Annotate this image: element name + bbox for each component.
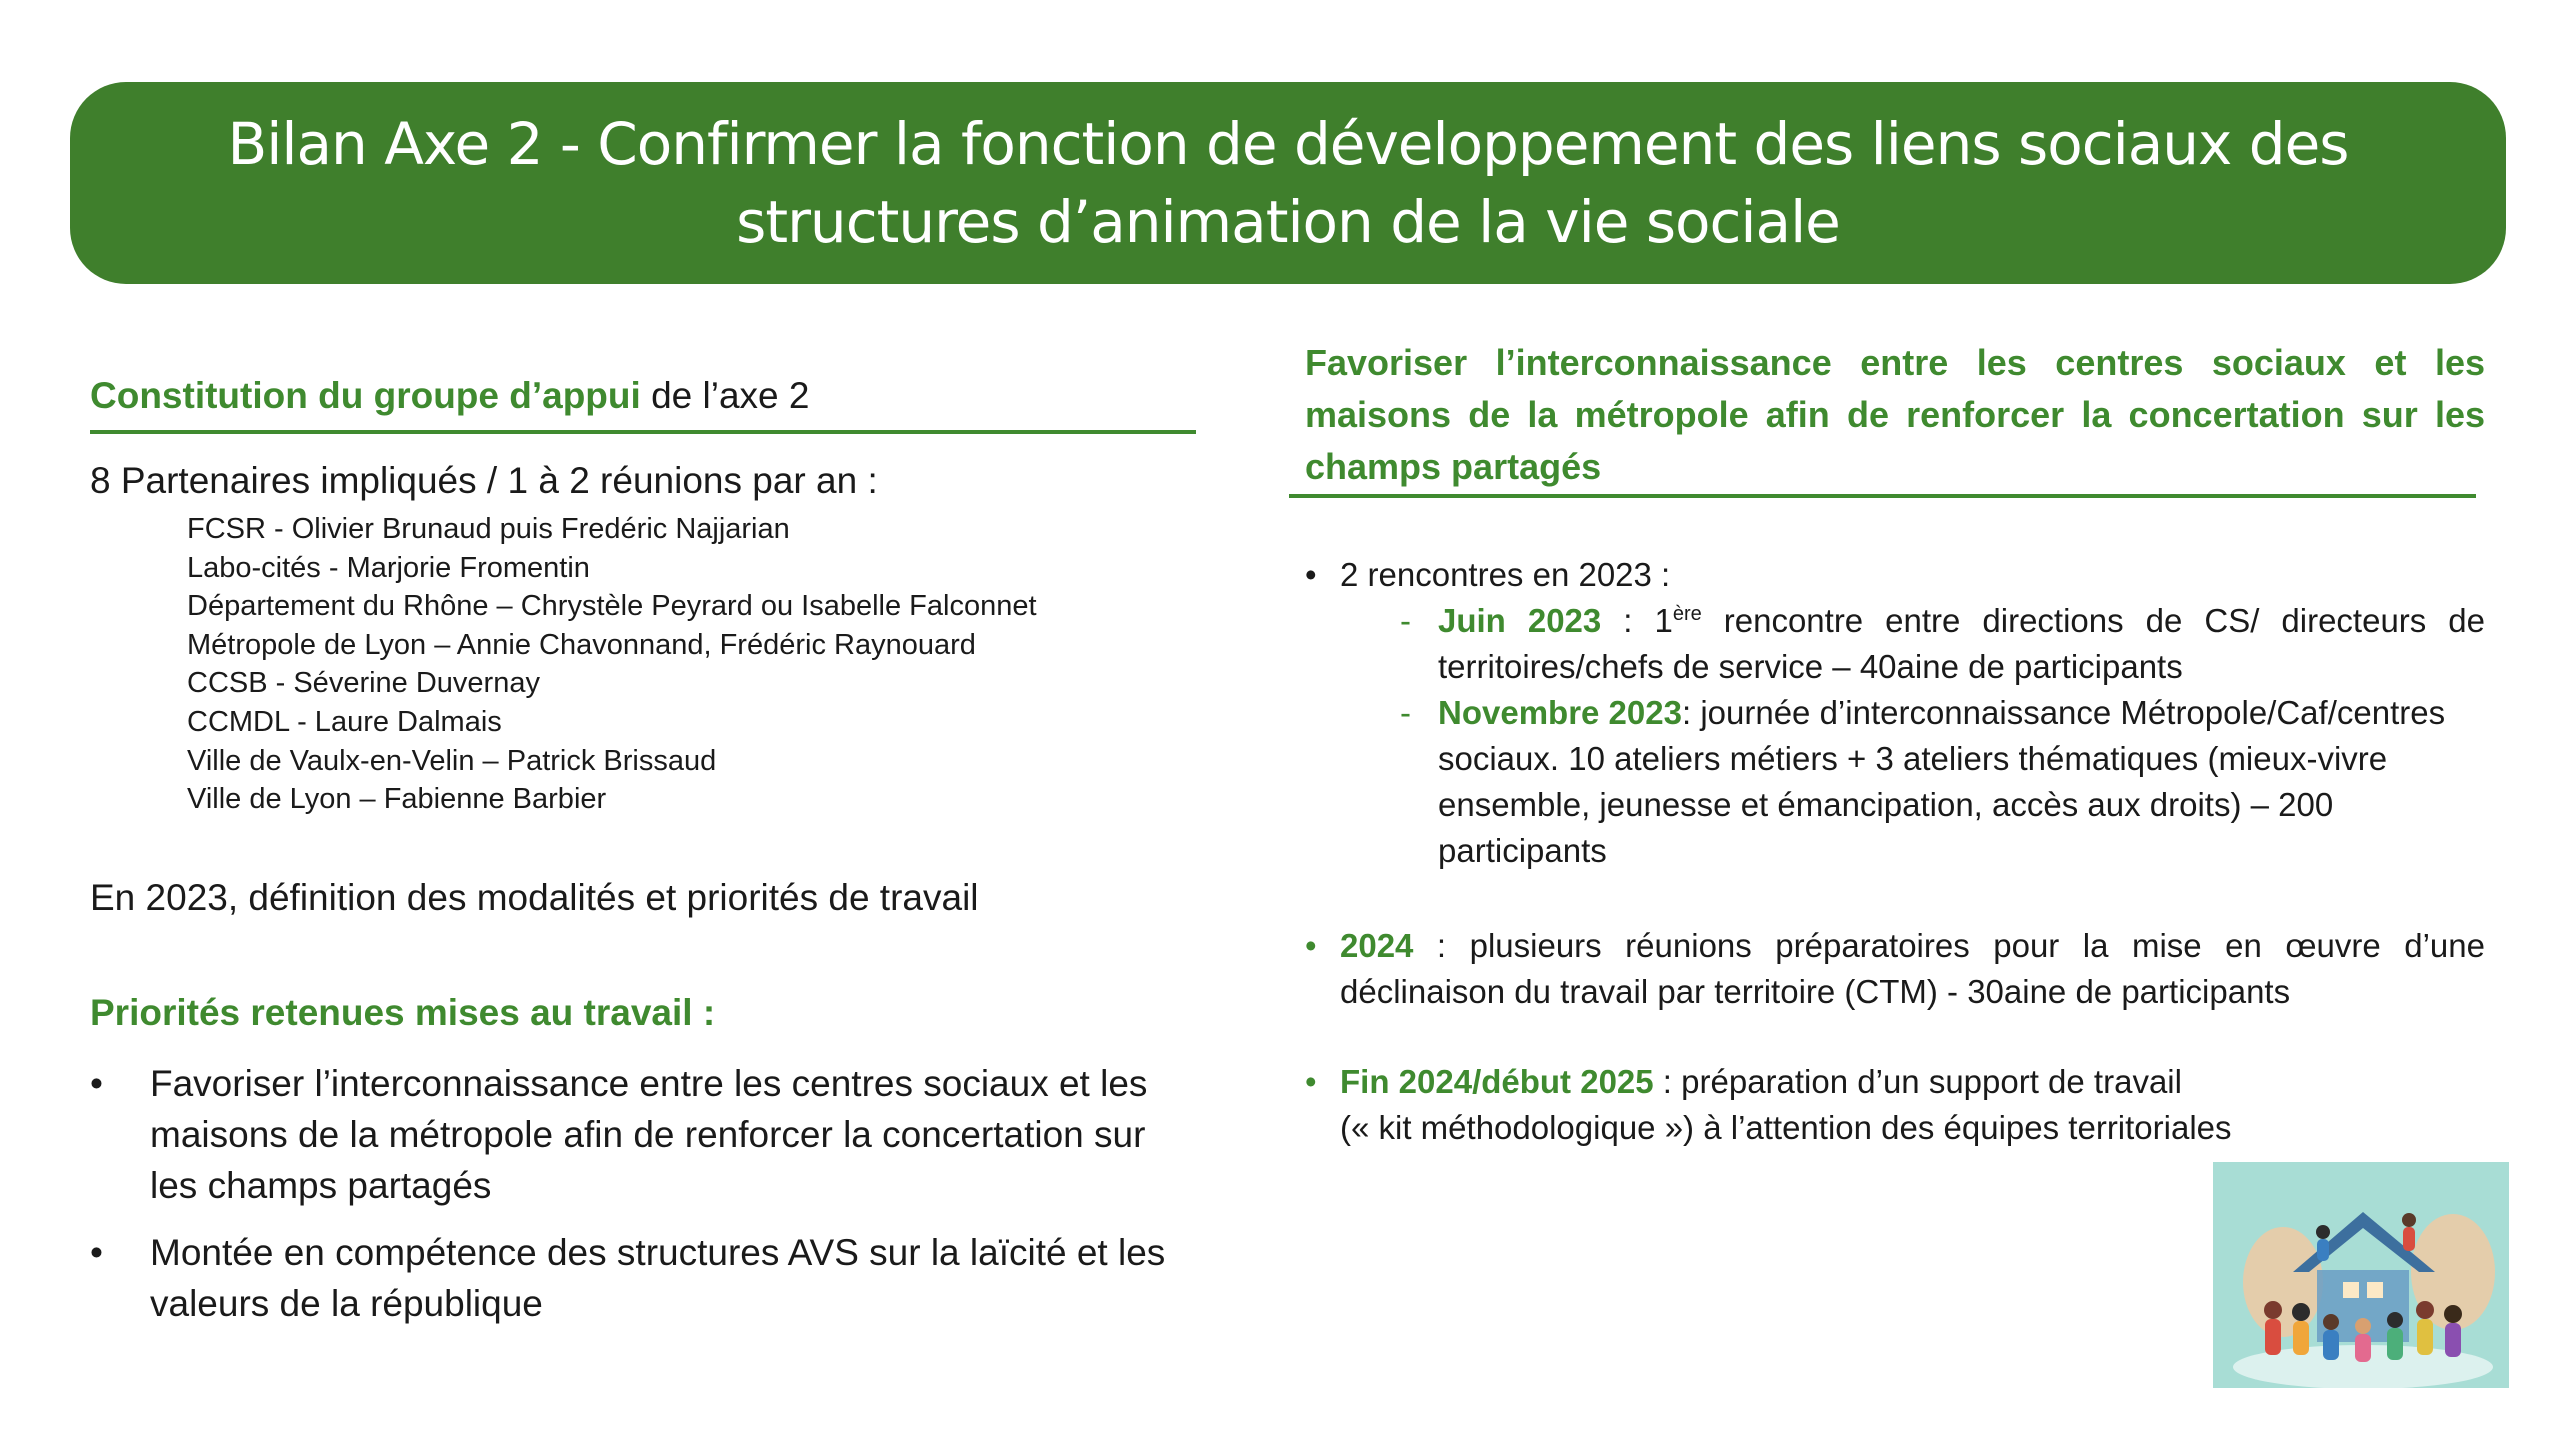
partner-item: Labo-cités - Marjorie Fromentin: [187, 551, 590, 584]
partner-item: Département du Rhône – Chrystèle Peyrard ou Isabelle Falconnet: [187, 590, 1037, 623]
left-heading-rule: [90, 430, 1196, 434]
bullet-icon: •: [90, 1063, 103, 1104]
end-2024-text-1: : préparation d’un support de travail: [1653, 1063, 2182, 1100]
house-window: [2367, 1282, 2383, 1298]
november-2023-label: Novembre 2023: [1438, 694, 1682, 731]
partner-item: Métropole de Lyon – Annie Chavonnand, Frédéric Raynouard: [187, 628, 976, 661]
community-house-illustration: [2213, 1162, 2509, 1388]
priorities-list: [90, 1058, 1200, 1345]
partner-item: CCSB - Séverine Duvernay: [187, 667, 540, 700]
june-2023-item: [1305, 598, 2485, 690]
partner-item: CCMDL - Laure Dalmais: [187, 705, 502, 738]
priority-item: [90, 1227, 1200, 1329]
title-banner: [70, 82, 2506, 284]
june-2023-label: Juin 2023: [1438, 602, 1602, 639]
end-2024-item: [1305, 1059, 2485, 1151]
june-2023-sup: ère: [1672, 603, 1702, 625]
year-2024-item: [1305, 923, 2485, 1015]
june-2023-text: rencontre entre directions de CS/ directeurs de territoires/chefs de service – 40aine de participants: [1438, 602, 2486, 685]
right-heading-rule: [1289, 494, 2476, 498]
end-2024-label: Fin 2024/début 2025: [1340, 1063, 1654, 1100]
dash-icon: -: [1400, 602, 1411, 639]
support-group-heading: [90, 375, 809, 417]
bullet-icon: •: [1305, 927, 1317, 964]
support-group-heading-rest: de l’axe 2: [640, 375, 810, 416]
november-2023-item: [1305, 690, 2485, 874]
dash-icon: -: [1400, 694, 1411, 731]
year-2024-label: 2024: [1340, 927, 1414, 964]
definition-text: En 2023, définition des modalités et priorités de travail: [90, 877, 979, 918]
priorities-heading: Priorités retenues mises au travail :: [90, 992, 716, 1033]
year-2024-text: : plusieurs réunions préparatoires pour la mise en œuvre d’une déclinaison du travail par territoire (CTM) - 30aine de participants: [1340, 927, 2485, 1010]
bullet-icon: •: [90, 1232, 103, 1273]
support-group-heading-bold: Constitution du groupe d’appui: [90, 375, 641, 416]
page-title-line1: Bilan Axe 2 - Confirmer la fonction de développement des liens sociaux des: [227, 110, 2349, 178]
partners-heading: 8 Partenaires impliqués / 1 à 2 réunions par an :: [90, 460, 878, 501]
partner-item: Ville de Vaulx-en-Velin – Patrick Brissaud: [187, 744, 717, 777]
meetings-intro-text: 2 rencontres en 2023 :: [1340, 556, 1671, 593]
meetings-intro: [1305, 552, 2485, 598]
bullet-icon: •: [1305, 1063, 1317, 1100]
june-2023-pre: : 1: [1601, 602, 1673, 639]
partner-item: Ville de Lyon – Fabienne Barbier: [187, 783, 607, 816]
end-2024-text-2: (« kit méthodologique ») à l’attention des équipes territoriales: [1340, 1109, 2232, 1146]
priority-text: Favoriser l’interconnaissance entre les centres sociaux et les maisons de la métropole afin de renforcer la concertation sur les champs partagés: [150, 1063, 1148, 1206]
house-window: [2343, 1282, 2359, 1298]
november-2023-text: : journée d’interconnaissance Métropole/Caf/centres sociaux. 10 ateliers métiers + 3 ateliers thématiques (mieux-vivre ensemble, jeunesse et émancipation, accès aux droits) – 200 participants: [1438, 694, 2446, 869]
meetings-2023-block: [1305, 552, 2485, 874]
bullet-icon: •: [1305, 556, 1317, 593]
partner-item: FCSR - Olivier Brunaud puis Fredéric Najjarian: [187, 513, 790, 545]
partners-list: [187, 510, 1037, 819]
leaf-shape: [2243, 1227, 2323, 1337]
page-title-line2: structures d’animation de la vie sociale: [736, 188, 1840, 256]
priority-text: Montée en compétence des structures AVS sur la laïcité et les valeurs de la république: [150, 1232, 1166, 1324]
priority-item: [90, 1058, 1200, 1211]
interconnaissance-heading: Favoriser l’interconnaissance entre les centres sociaux et les maisons de la métropole afin de renforcer la concertation sur les champs partagés: [1305, 342, 2485, 487]
